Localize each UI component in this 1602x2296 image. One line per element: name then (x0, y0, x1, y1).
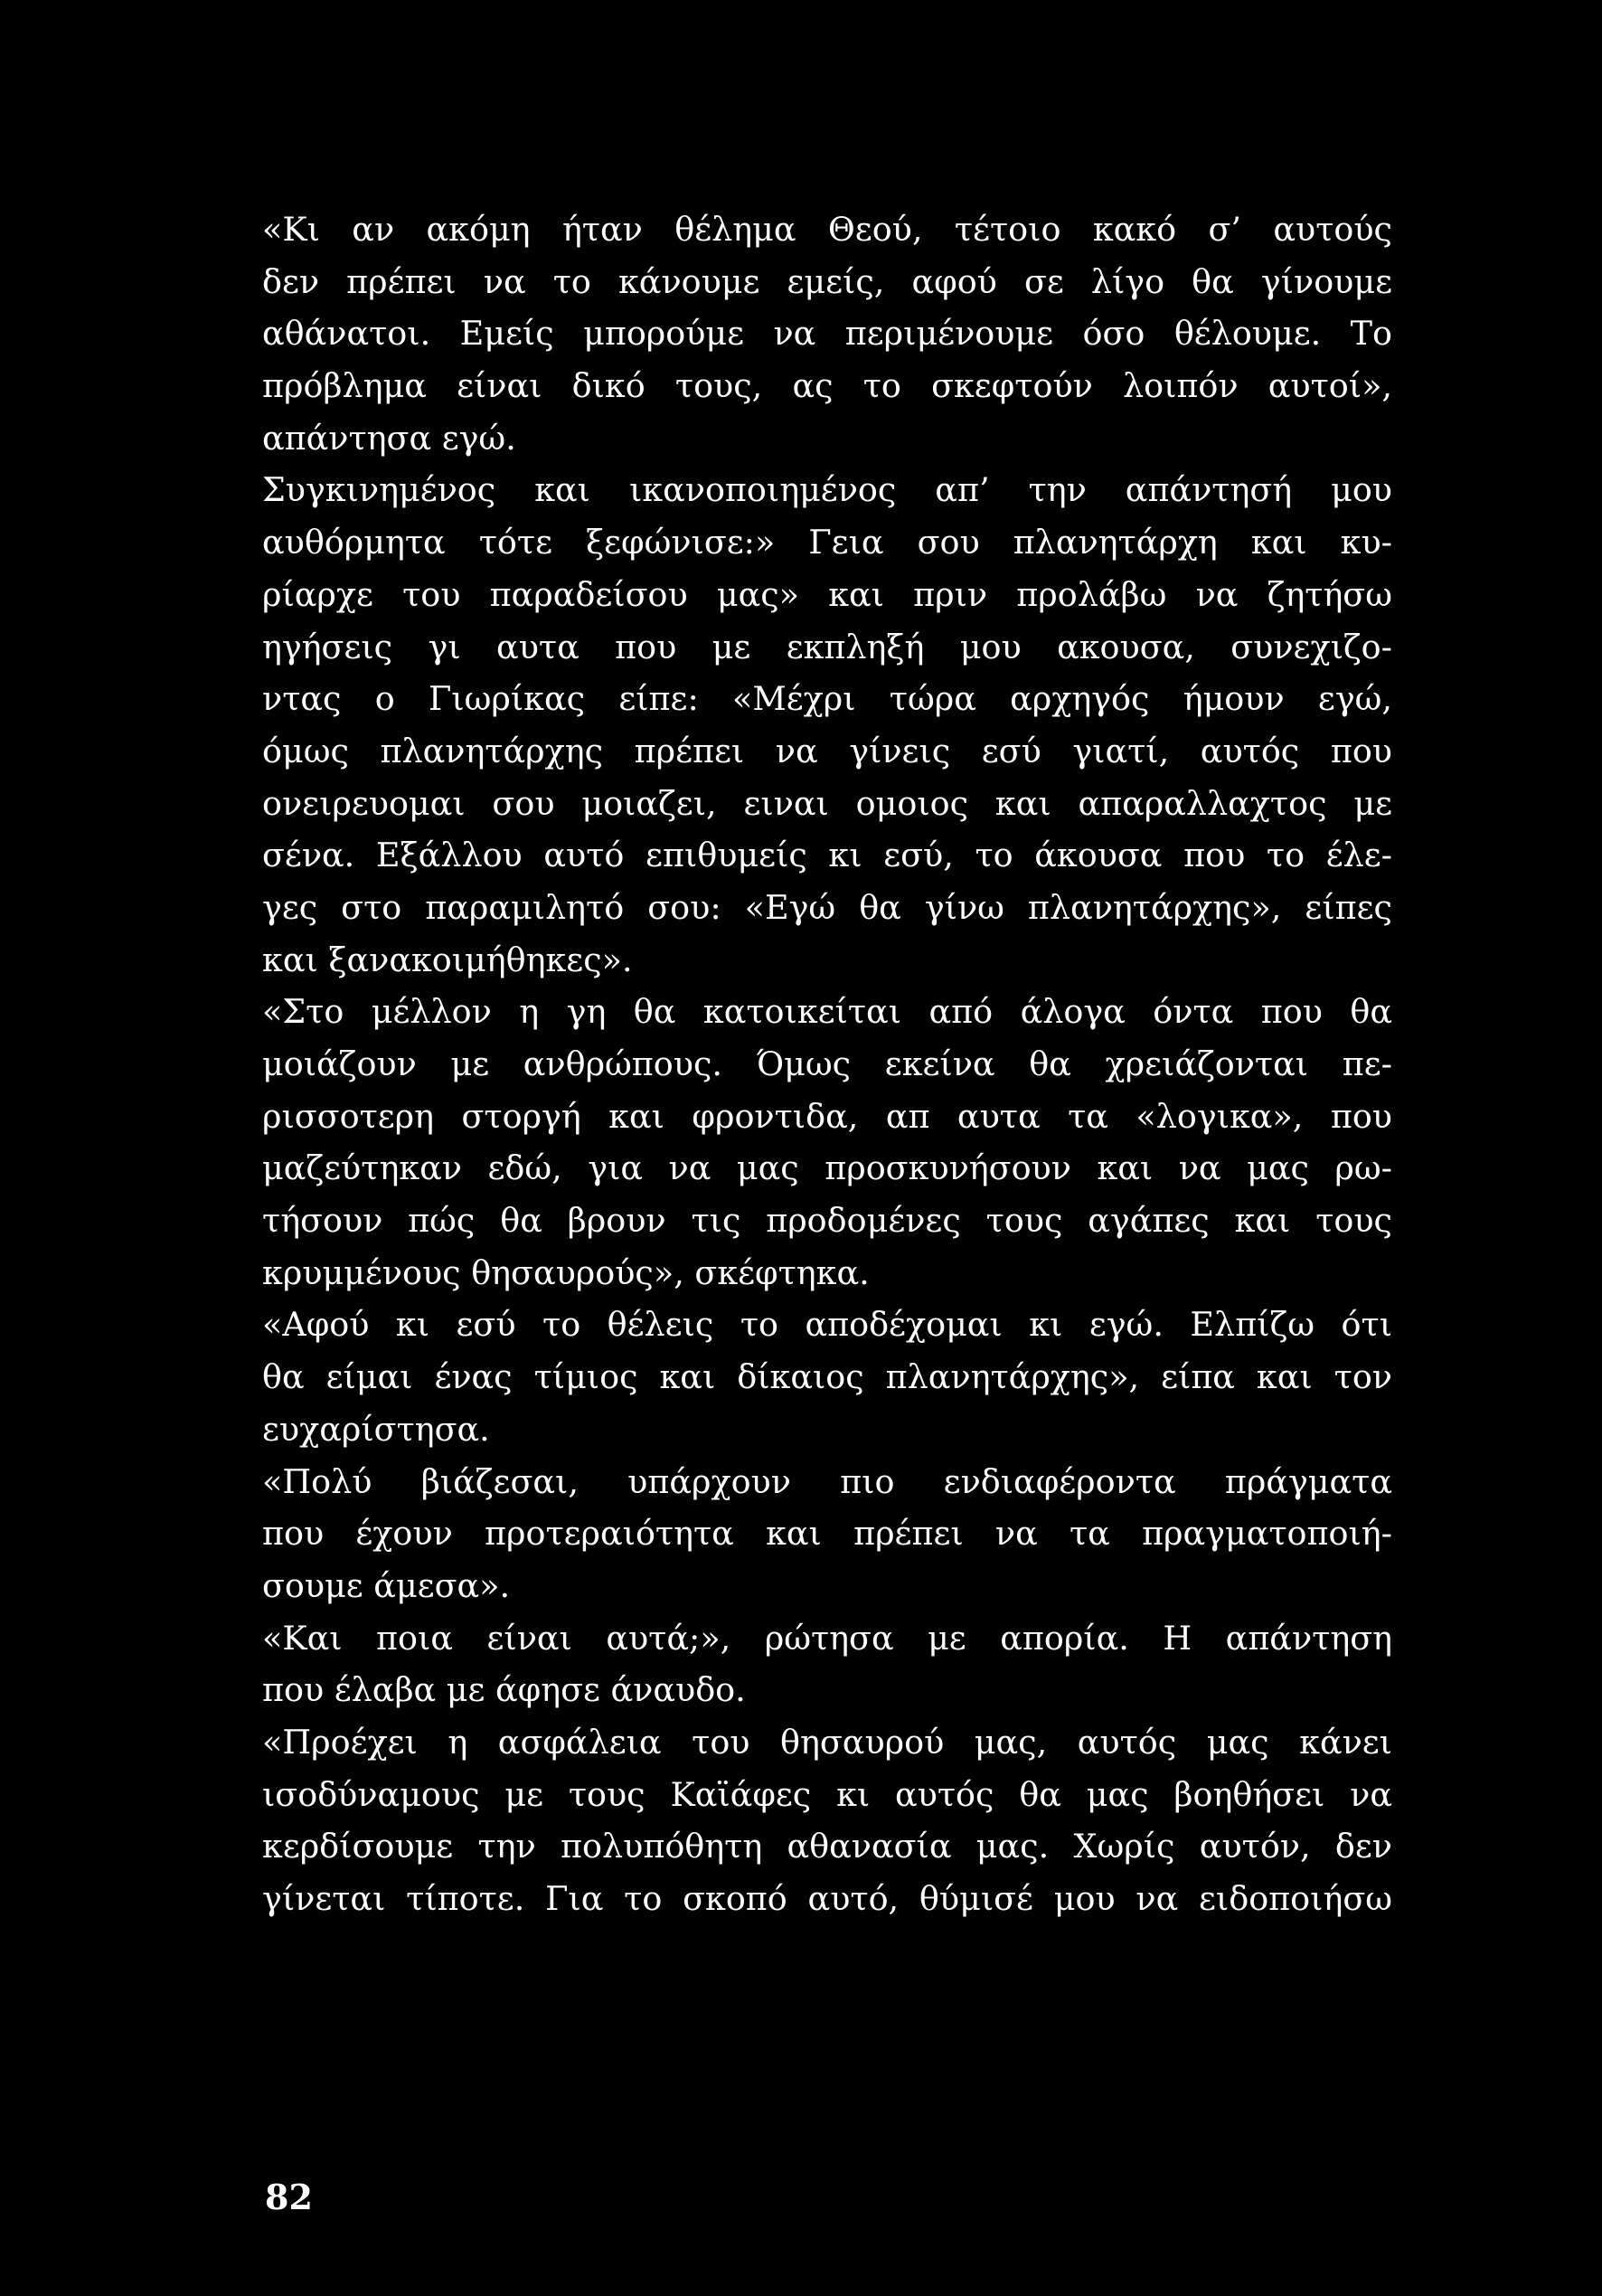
text-line: και ξανακοιμήθηκες». (262, 940, 633, 979)
text-line: ρίαρχε του παραδείσου μας» και πριν προλάβω να ζητήσω (262, 574, 1392, 614)
text-line: Συγκινημένος και ικανοποιημένος απ’ την απάντησή μου (262, 470, 1392, 510)
text-line: κερδίσουμε την πολυπόθητη αθανασία μας. Χωρίς αυτόν, δεν (262, 1827, 1392, 1866)
text-line: «Πολύ βιάζεσαι, υπάρχουν πιο ενδιαφέροντα πράγματα (262, 1461, 1392, 1501)
page-body-text (262, 203, 1392, 1925)
text-line: σένα. Εξάλλου αυτό επιθυμείς κι εσύ, το άκουσα που το έλε- (262, 836, 1392, 875)
text-line: «Προέχει η ασφάλεια του θησαυρού μας, αυτός μας κάνει (262, 1722, 1392, 1762)
text-line: που έχουν προτεραιότητα και πρέπει να τα πραγματοποιή- (262, 1514, 1392, 1554)
text-line: «Κι αν ακόμη ήταν θέλημα Θεού, τέτοιο κακό σ’ αυτούς (262, 210, 1392, 249)
text-line: γίνεται τίποτε. Για το σκοπό αυτό, θύμισέ μου να ειδοποιήσω (262, 1879, 1392, 1918)
text-line: ονειρευομαι σου μοιαζει, ειναι ομοιος και απαραλλαχτος με (262, 783, 1392, 823)
text-line: όμως πλανητάρχης πρέπει να γίνεις εσύ γιατί, αυτός που (262, 731, 1392, 770)
page-number: 82 (265, 2177, 313, 2217)
text-line: ηγήσεις γι αυτα που με εκπληξή μου ακουσα, συνεχιζο- (262, 627, 1392, 666)
text-line: σουμε άμεσα». (262, 1565, 511, 1605)
text-line: ισοδύναμους με τους Καϊάφες κι αυτός θα μας βοηθήσει να (262, 1774, 1392, 1814)
text-line: θα είμαι ένας τίμιος και δίκαιος πλανητάρχης», είπα και τον (262, 1357, 1392, 1397)
text-line: απάντησα εγώ. (262, 418, 516, 458)
text-line: αθάνατοι. Εμείς μπορούμε να περιμένουμε όσο θέλουμε. Το (262, 314, 1392, 354)
text-line: γες στο παραμιλητό σου: «Εγώ θα γίνω πλανητάρχης», είπες (262, 887, 1392, 927)
text-line: κρυμμένους θησαυρούς», σκέφτηκα. (262, 1252, 870, 1292)
text-line: μαζεύτηκαν εδώ, για να μας προσκυνήσουν και να μας ρω- (262, 1148, 1392, 1188)
text-line: «Αφού κι εσύ το θέλεις το αποδέχομαι κι εγώ. Ελπίζω ότι (262, 1305, 1392, 1345)
text-line: ντας ο Γιωρίκας είπε: «Μέχρι τώρα αρχηγός ήμουν εγώ, (262, 679, 1392, 719)
text-line: μοιάζουν με ανθρώπους. Όμως εκείνα θα χρειάζονται πε- (262, 1044, 1392, 1083)
text-line: πρόβλημα είναι δικό τους, ας το σκεφτούν λοιπόν αυτοί», (262, 366, 1392, 406)
text-line: ρισσοτερη στοργή και φροντιδα, απ αυτα τα «λογικα», που (262, 1096, 1392, 1136)
text-line: «Και ποια είναι αυτά;», ρώτησα με απορία. Η απάντηση (262, 1618, 1392, 1658)
text-line: που έλαβα με άφησε άναυδο. (262, 1670, 746, 1710)
text-line: «Στο μέλλον η γη θα κατοικείται από άλογα όντα που θα (262, 992, 1392, 1032)
text-line: ευχαρίστησα. (262, 1409, 490, 1449)
text-line: δεν πρέπει να το κάνουμε εμείς, αφού σε λίγο θα γίνουμε (262, 261, 1392, 301)
text-line: τήσουν πώς θα βρουν τις προδομένες τους αγάπες και τους (262, 1201, 1392, 1241)
text-line: αυθόρμητα τότε ξεφώνισε:» Γεια σου πλανητάρχη και κυ- (262, 523, 1392, 562)
